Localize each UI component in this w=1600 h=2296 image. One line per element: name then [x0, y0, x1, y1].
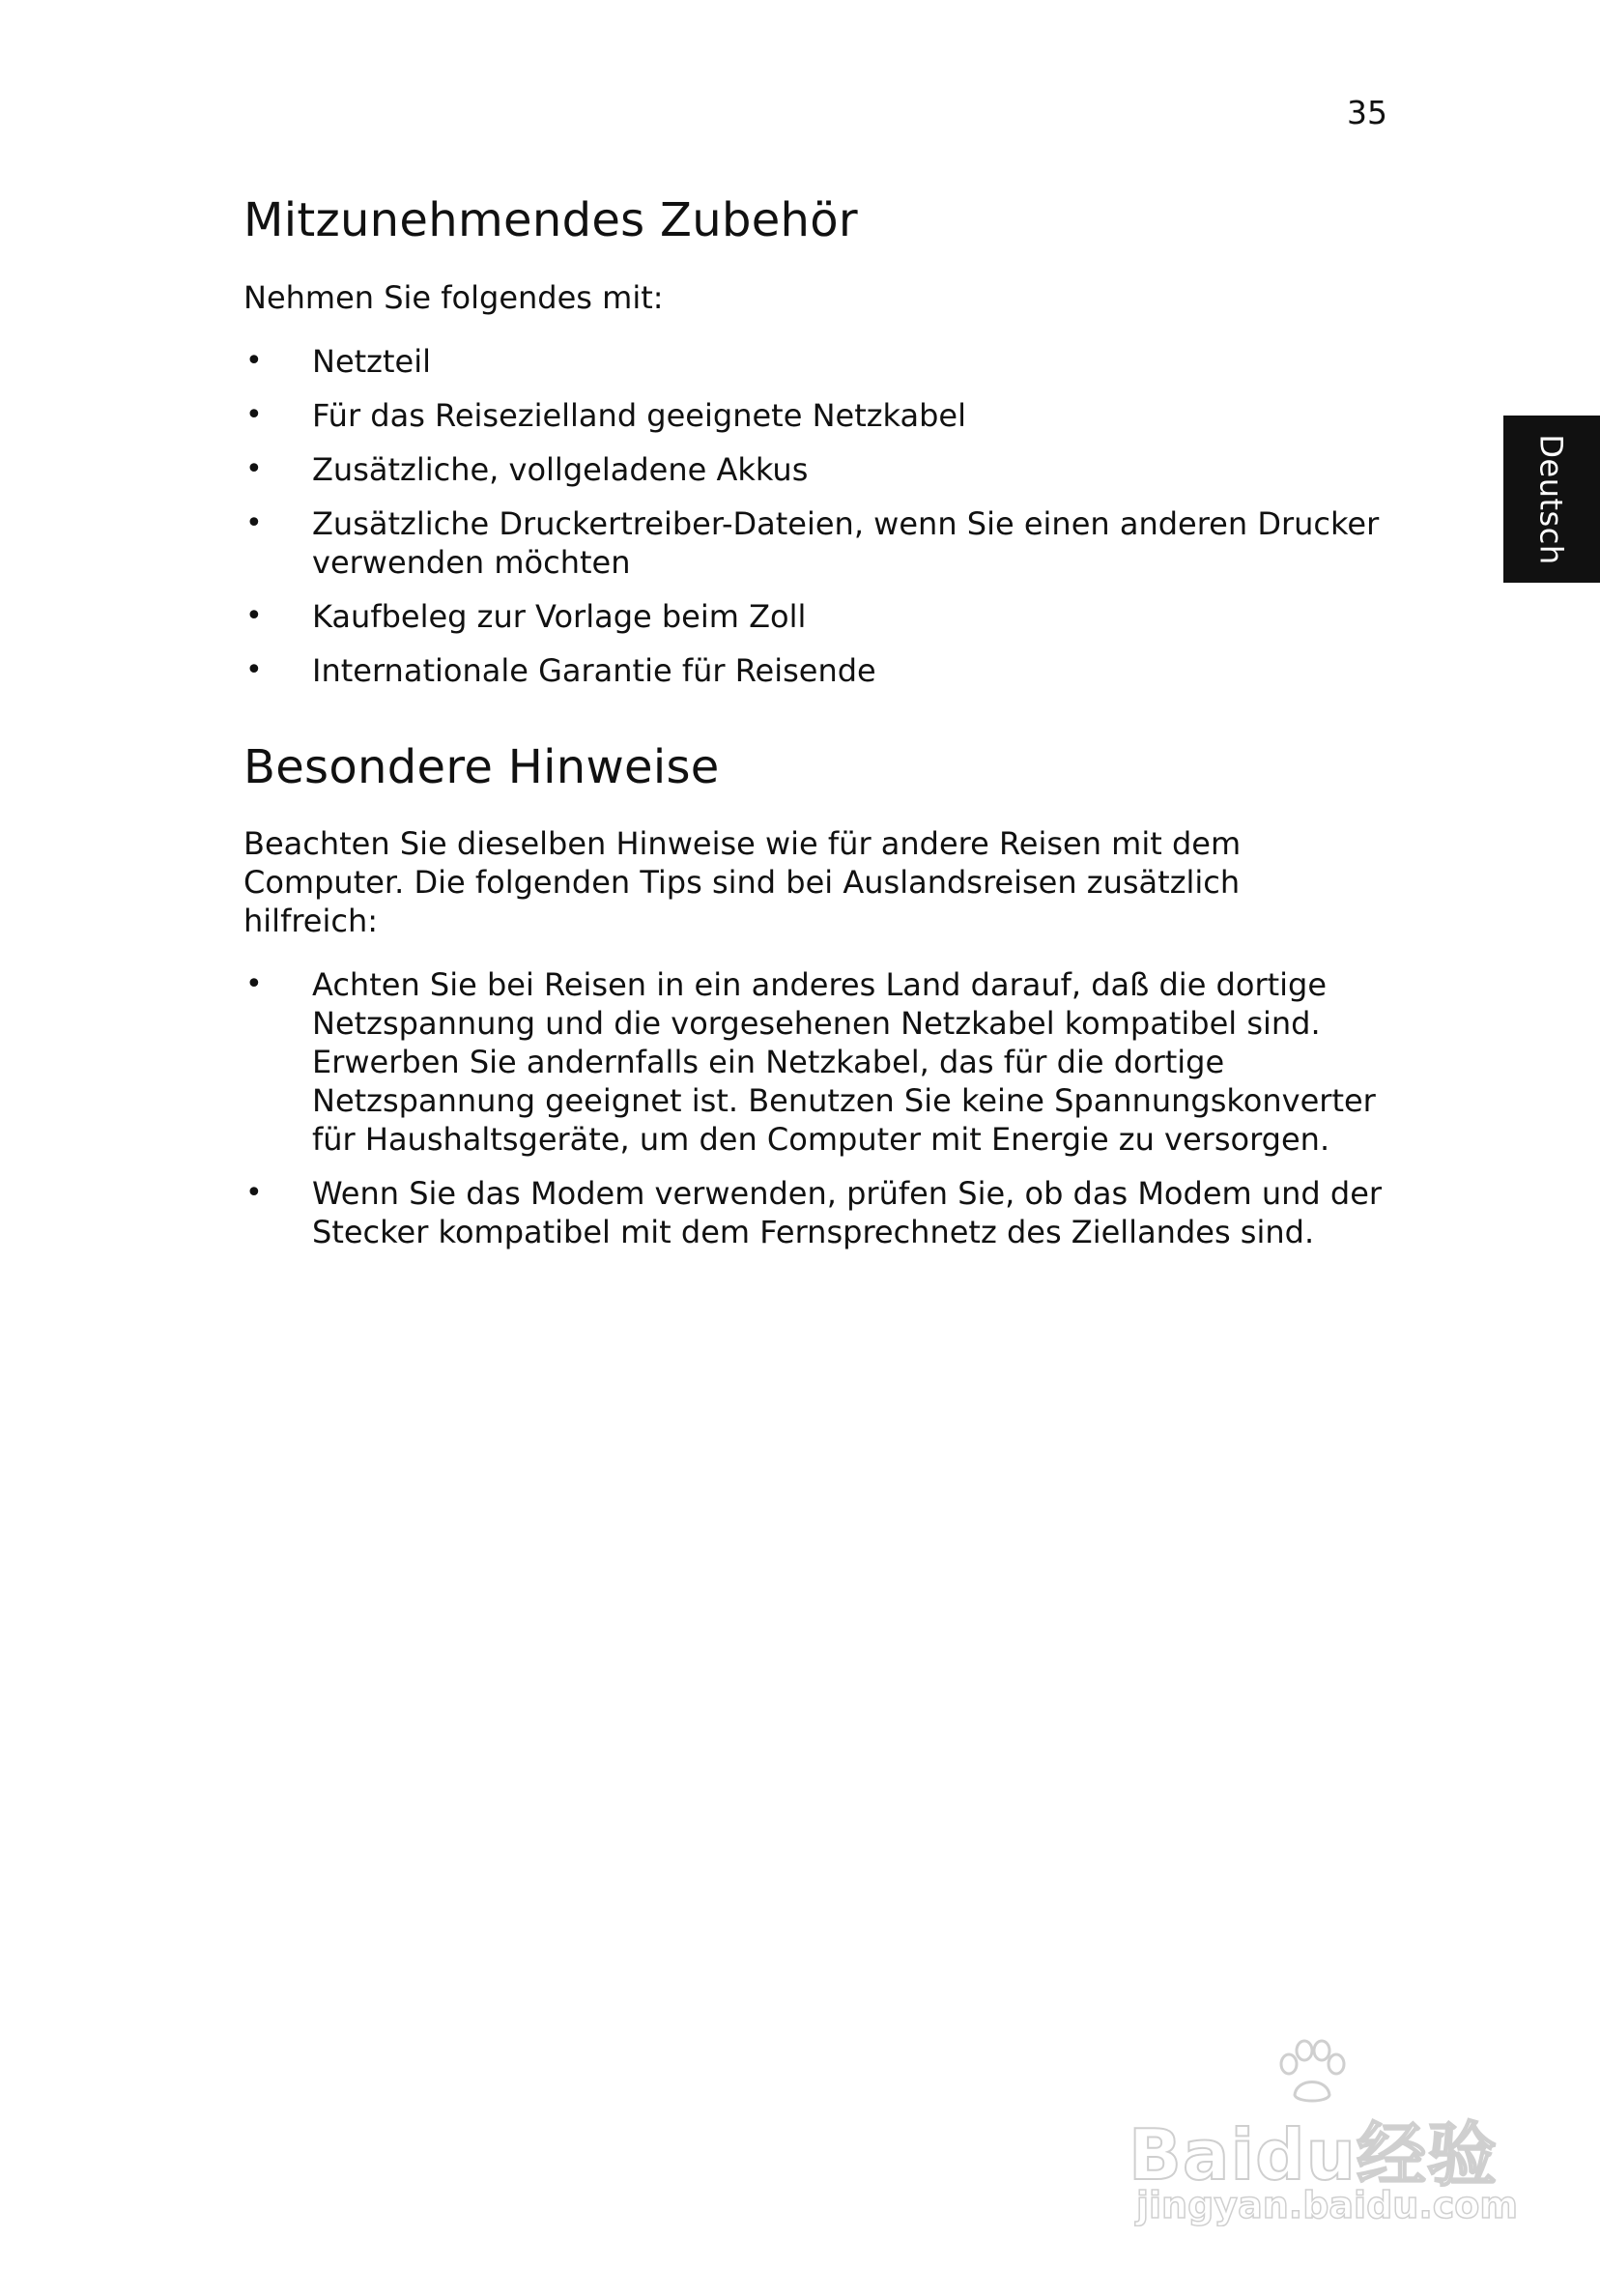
list-item	[243, 450, 1384, 489]
watermark-url: jingyan.baidu.com	[1136, 2184, 1518, 2226]
list-item	[243, 965, 1384, 1159]
baidu-watermark	[1129, 2039, 1518, 2232]
section-intro: Nehmen Sie folgendes mit:	[243, 278, 664, 316]
bullet-icon: •	[245, 451, 263, 486]
list-item-text: Zusätzliche Druckertreiber-Dateien, wenn Sie einen anderen Drucker verwenden möchten	[312, 504, 1380, 581]
section-intro: Beachten Sie dieselben Hinweise wie für andere Reisen mit dem Computer. Die folgenden Tips sind bei Auslandsreisen zusätzlich hilfreich:	[243, 825, 1242, 940]
page-content	[243, 193, 1384, 1267]
watermark-logo-text: Baidu经验	[1129, 2114, 1498, 2196]
list-item-text: Wenn Sie das Modem verwenden, prüfen Sie, ob das Modem und der Stecker kompatibel mit dem Fernsprechnetz des Ziellandes sind.	[312, 1175, 1383, 1251]
bullet-icon: •	[245, 397, 263, 432]
list-item	[243, 651, 1384, 690]
bullet-list	[243, 342, 1384, 690]
list-item	[243, 396, 1384, 435]
list-item	[243, 342, 1384, 381]
list-item	[243, 597, 1384, 636]
section-special-notes	[243, 740, 1384, 1252]
bullet-icon: •	[245, 1176, 263, 1211]
bullet-icon: •	[245, 967, 263, 1002]
list-item-text: Internationale Garantie für Reisende	[312, 651, 876, 689]
list-item	[243, 504, 1384, 582]
bullet-icon: •	[245, 652, 263, 687]
paw-icon	[1273, 2039, 1351, 2107]
list-item-text: Netzteil	[312, 342, 431, 380]
bullet-icon: •	[245, 598, 263, 633]
section-heading: Mitzunehmendes Zubehör	[243, 193, 858, 247]
language-tab-label: Deutsch	[1533, 433, 1571, 565]
list-item-text: Zusätzliche, vollgeladene Akkus	[312, 450, 809, 488]
list-item-text: Für das Reisezielland geeignete Netzkabel	[312, 396, 966, 434]
bullet-icon: •	[245, 343, 263, 378]
language-tab	[1503, 416, 1600, 583]
list-item-text: Kaufbeleg zur Vorlage beim Zoll	[312, 597, 807, 635]
list-item-text: Achten Sie bei Reisen in ein anderes Land darauf, daß die dortige Netzspannung und die vorgesehenen Netzkabel kompatibel sind. Erwerben Sie andernfalls ein Netzkabel, das für die dortige Netzspannung geeignet ist. Benutzen Sie keine Spannungskonverter für Haushaltsgeräte, um den Computer mit Energie zu versorgen.	[312, 966, 1376, 1159]
page-number: 35	[1347, 94, 1387, 131]
bullet-icon: •	[245, 505, 263, 540]
bullet-list	[243, 965, 1384, 1251]
list-item	[243, 1174, 1384, 1251]
section-heading: Besondere Hinweise	[243, 739, 720, 794]
section-accessories	[243, 193, 1384, 690]
